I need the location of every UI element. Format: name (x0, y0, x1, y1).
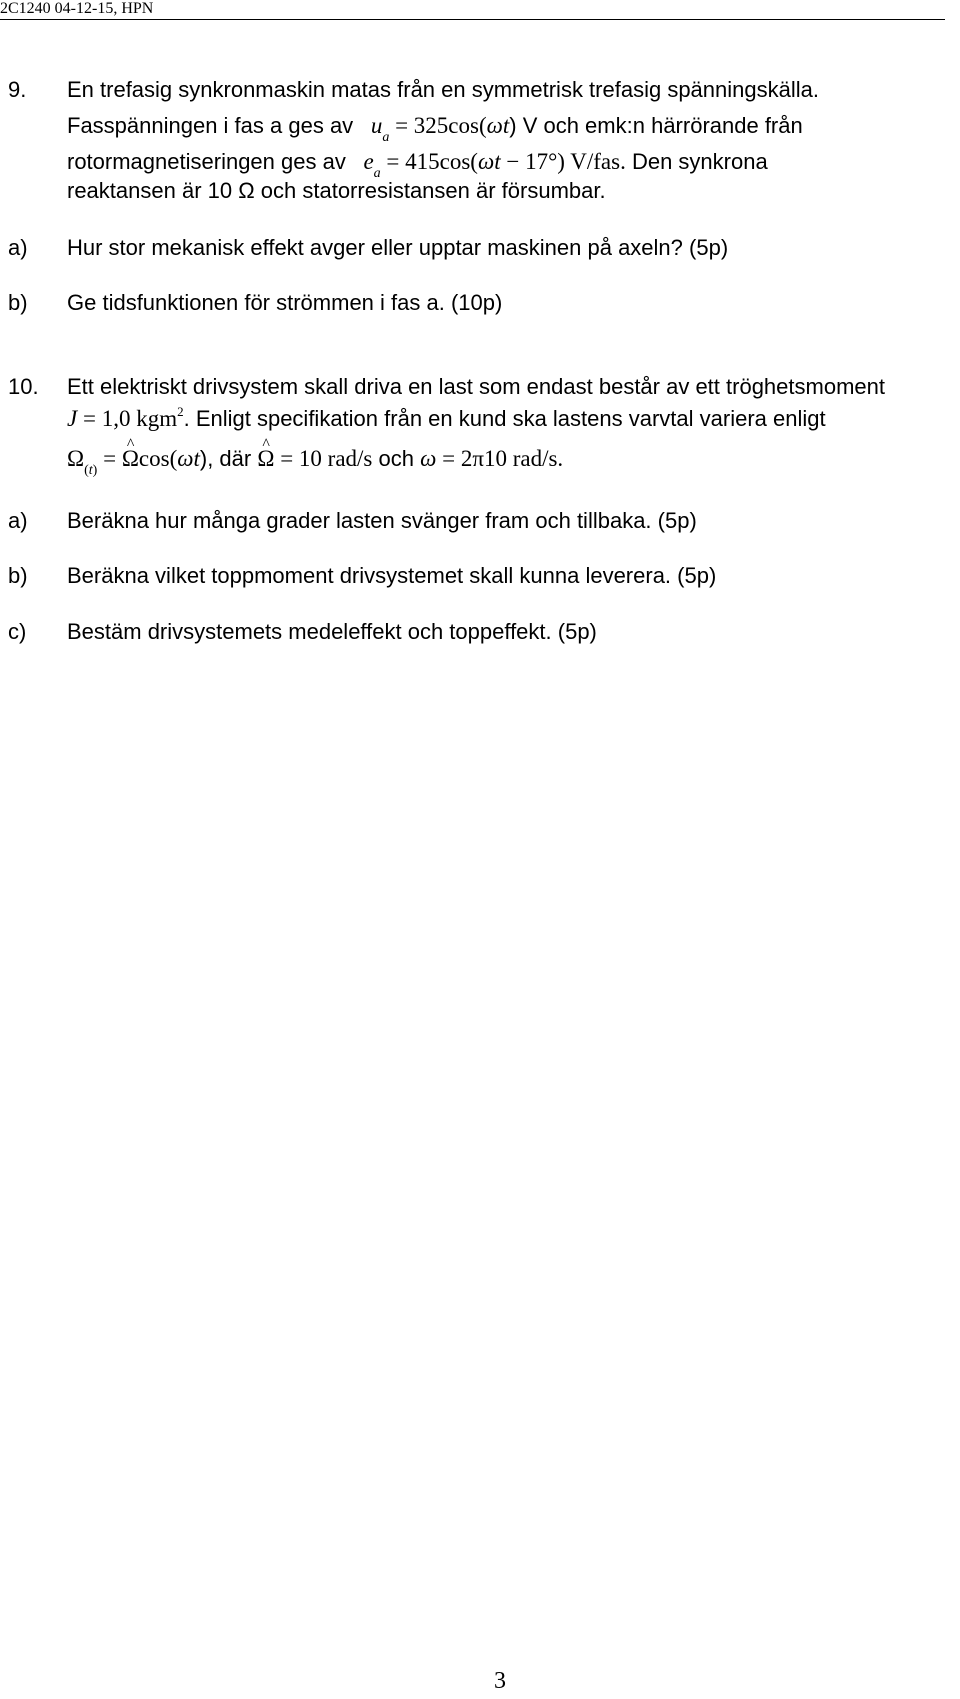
speed-equation: $\Omega_{(t)}$ = ^ Ωcos(ωt (67, 446, 200, 471)
q10-number: 10. (8, 374, 39, 399)
page-number: 3 (494, 1668, 506, 1694)
q9-number: 9. (8, 77, 27, 102)
inertia-equation: J = 1,0 kgm$^2$ (67, 404, 184, 431)
voltage-equation: $u_a = 325\cos(\omega t$ (370, 113, 510, 145)
page-header: 2C1240 04-12-15, HPN (0, 0, 945, 20)
emf-equation: $e_a = 415\cos(\omega t - 17^\circ)$ V/fas. (363, 149, 626, 181)
